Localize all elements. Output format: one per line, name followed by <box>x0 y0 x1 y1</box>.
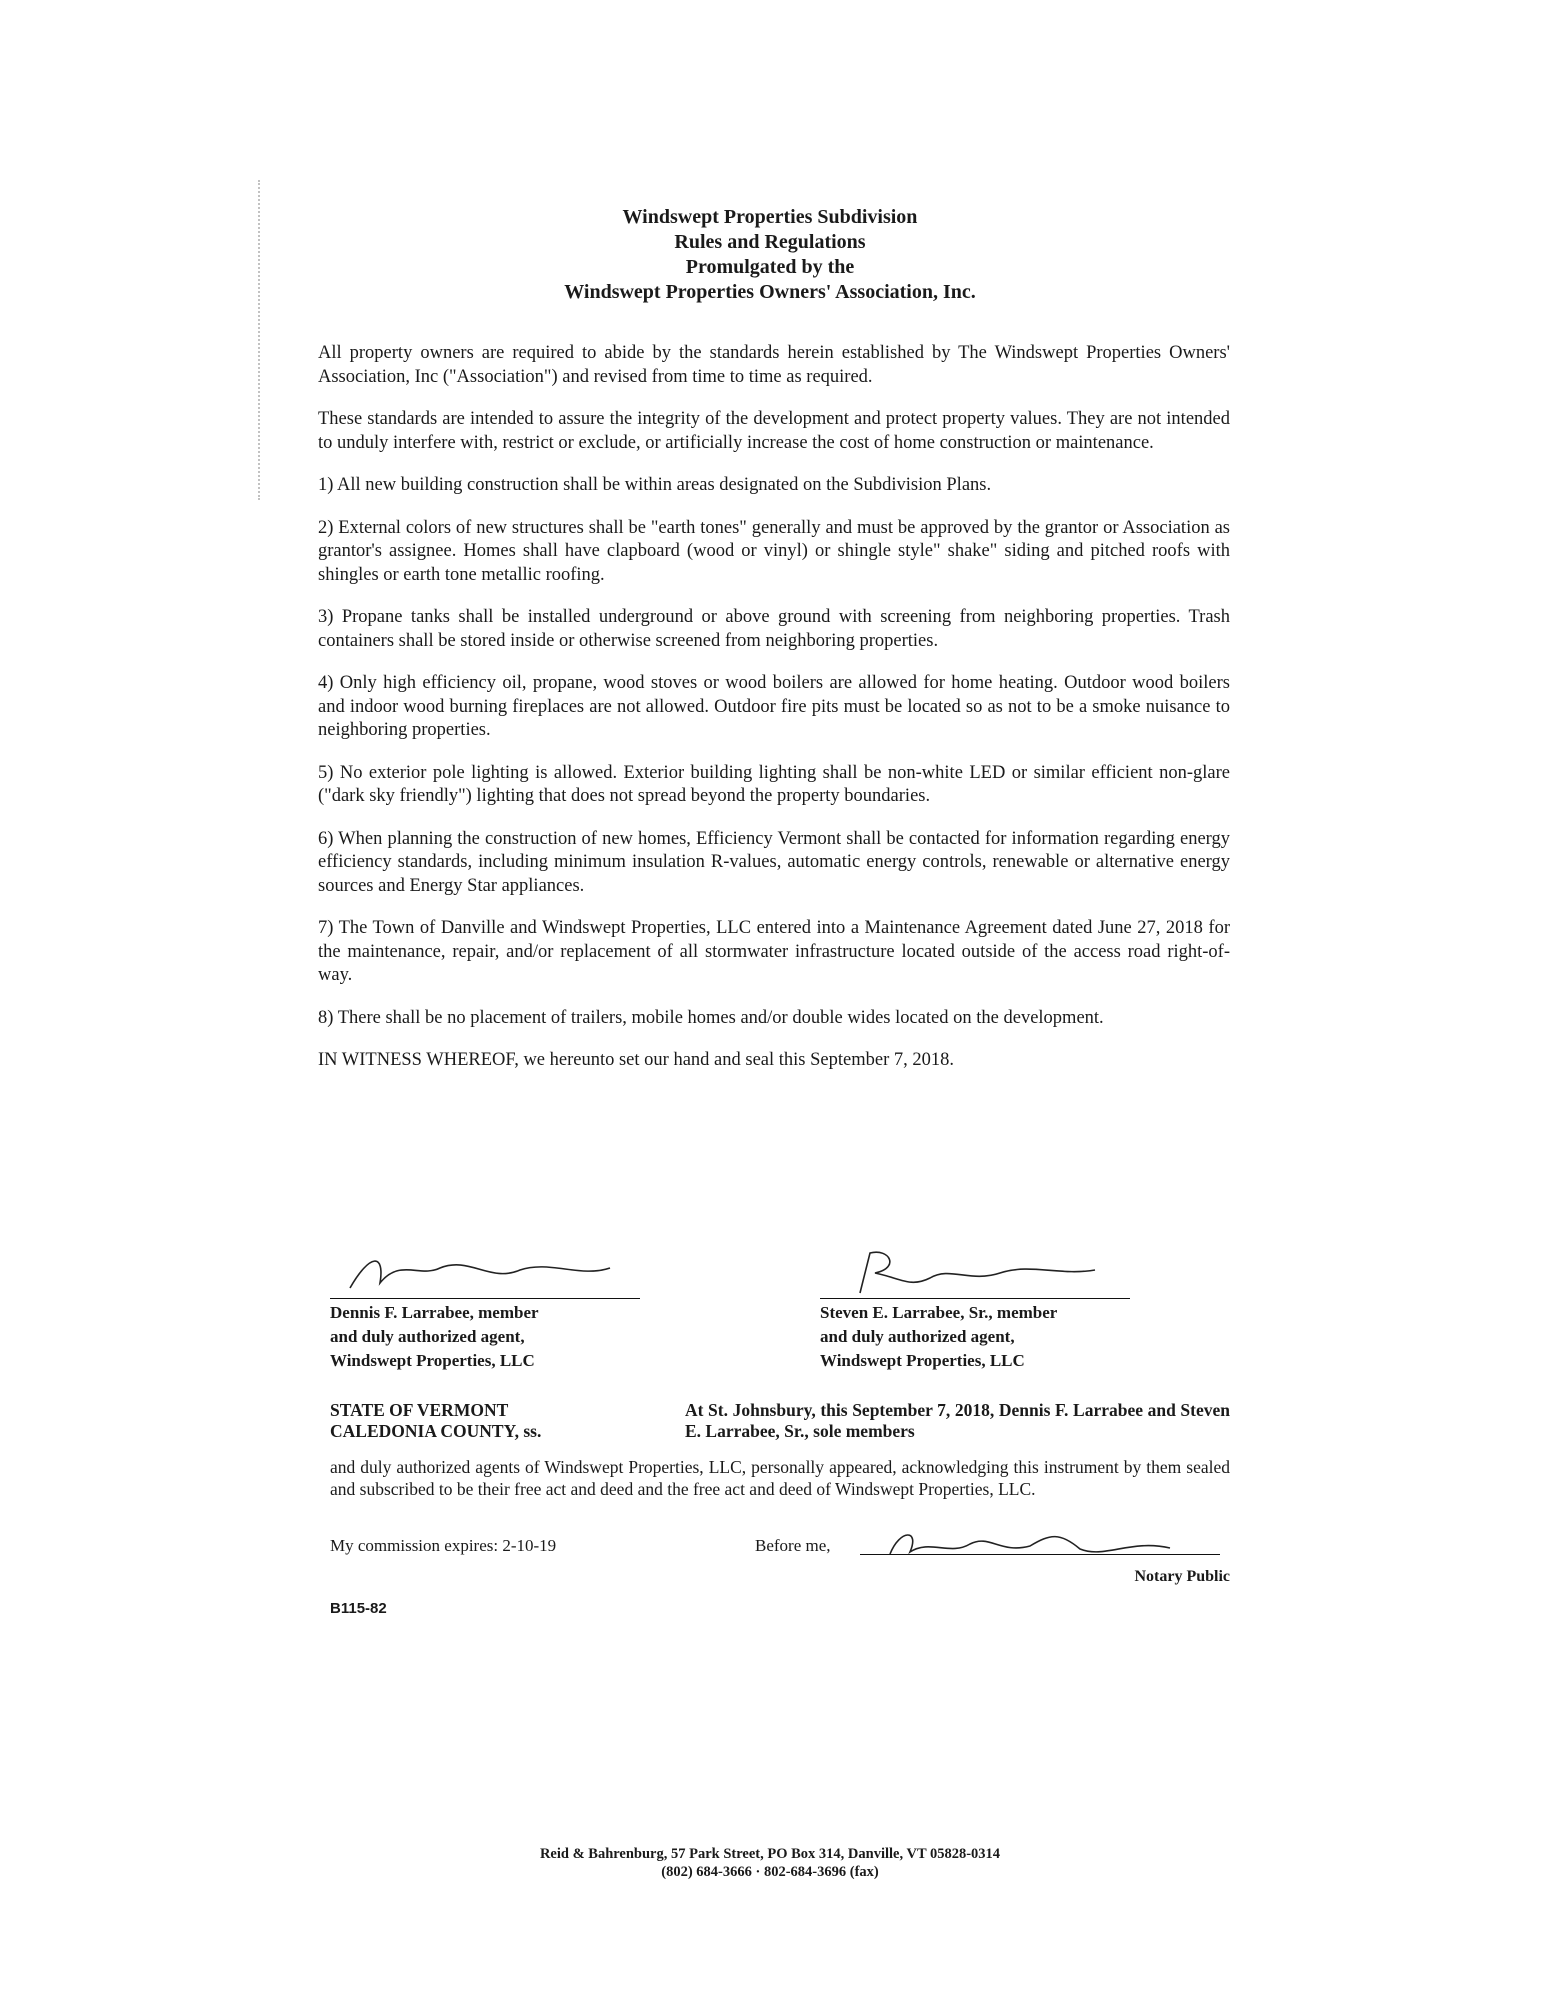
commission-expires: My commission expires: 2-10-19 <box>330 1536 557 1555</box>
intro-paragraph: All property owners are required to abide by the standards herein established by The Windswept Properties Owners' Association, Inc ("Association") and revised from time to time as required. <box>318 343 1230 387</box>
book-page-reference: B115-82 <box>330 1600 387 1617</box>
notary-commission-row <box>330 1536 1230 1585</box>
signer-company: Windswept Properties, LLC <box>820 1351 1025 1370</box>
rule-6: 6) When planning the construction of new homes, Efficiency Vermont shall be contacted for information regarding energy efficiency standards, including minimum insulation R-values, automatic energy controls, renewable or alternative energy sources and Energy Star appliances. <box>318 828 1230 896</box>
signature-line <box>820 1258 1130 1299</box>
rule-5: 5) No exterior pole lighting is allowed. Exterior building lighting shall be non-white LED or similar efficient non-glare ("dark sky friendly") lighting that does not spread beyond the property boundaries. <box>318 762 1230 806</box>
signature-scribble-icon <box>830 1248 1110 1298</box>
document-header <box>320 205 1220 305</box>
rule-4: 4) Only high efficiency oil, propane, wood stoves or wood boilers are allowed for home heating. Outdoor wood boilers and indoor wood burning fireplaces are not allowed. Outdoor fire pits must be located so as not to be a smoke nuisance to neighboring properties. <box>318 673 1230 740</box>
rule-8: 8) There shall be no placement of trailers, mobile homes and/or double wides located on the development. <box>318 1007 1104 1028</box>
footer-address: Reid & Bahrenburg, 57 Park Street, PO Box 314, Danville, VT 05828-0314 <box>539 1846 1001 1862</box>
signature-block-steven <box>820 1258 1130 1371</box>
notary-title: Notary Public <box>1134 1568 1230 1585</box>
signer-role: and duly authorized agent, <box>330 1327 525 1346</box>
notary-state: STATE OF VERMONT <box>330 1400 509 1420</box>
signer-company: Windswept Properties, LLC <box>330 1351 535 1370</box>
scan-margin-marks <box>258 180 270 500</box>
notary-county: CALEDONIA COUNTY, ss. <box>330 1421 542 1441</box>
signature-row <box>330 1258 1230 1378</box>
header-association: Windswept Properties Owners' Association, Inc. <box>564 281 976 303</box>
rule-1: 1) All new building construction shall be within areas designated on the Subdivision Plans. <box>318 475 992 495</box>
notary-signature-line <box>860 1554 1220 1555</box>
law-firm-footer <box>420 1845 1120 1881</box>
header-promulgated: Promulgated by the <box>685 256 855 278</box>
footer-phone: (802) 684-3666 · 802-684-3696 (fax) <box>661 1864 879 1880</box>
notary-statement-body: and duly authorized agents of Windswept Properties, LLC, personally appeared, acknowledging this instrument by them sealed and subscribed to be their free act and deed and the free act and deed of Windswept Properties, LLC. <box>330 1457 1230 1499</box>
signer-role: and duly authorized agent, <box>820 1327 1015 1346</box>
notary-statement-start: At St. Johnsbury, this September 7, 2018, Dennis F. Larrabee and Steven E. Larrabee, Sr., sole members <box>685 1400 1230 1441</box>
notary-acknowledgment <box>330 1400 1230 1630</box>
signature-scribble-icon <box>340 1248 620 1298</box>
witness-clause: IN WITNESS WHEREOF, we hereunto set our hand and seal this September 7, 2018. <box>318 1050 954 1070</box>
rule-2: 2) External colors of new structures shall be "earth tones" generally and must be approved by the grantor or Association as grantor's assignee. Homes shall have clapboard (wood or vinyl) or shingle style" shake" siding and pitched roofs with shingles or earth tone metallic roofing. <box>318 517 1230 585</box>
header-rules: Rules and Regulations <box>674 231 866 253</box>
purpose-paragraph: These standards are intended to assure the integrity of the development and protect property values. They are not intended to unduly interfere with, restrict or exclude, or artificially increase the cost of home construction or maintenance. <box>318 409 1230 453</box>
signature-block-dennis <box>330 1258 640 1371</box>
header-subdivision: Windswept Properties Subdivision <box>622 206 918 228</box>
signature-line <box>330 1258 640 1299</box>
rule-3: 3) Propane tanks shall be installed underground or above ground with screening from neighboring properties. Trash containers shall be stored inside or otherwise screened from neighboring properties. <box>318 607 1230 651</box>
notary-venue <box>330 1400 650 1442</box>
document-body <box>318 342 1230 1092</box>
before-me: Before me, <box>755 1536 831 1555</box>
rule-7: 7) The Town of Danville and Windswept Properties, LLC entered into a Maintenance Agreement dated June 27, 2018 for the maintenance, repair, and/or replacement of all stormwater infrastructure located outside of the access road right-of-way. <box>318 918 1230 985</box>
signer-name: Dennis F. Larrabee, member <box>330 1303 539 1322</box>
signer-name: Steven E. Larrabee, Sr., member <box>820 1303 1058 1322</box>
notary-signature-icon <box>880 1524 1180 1564</box>
